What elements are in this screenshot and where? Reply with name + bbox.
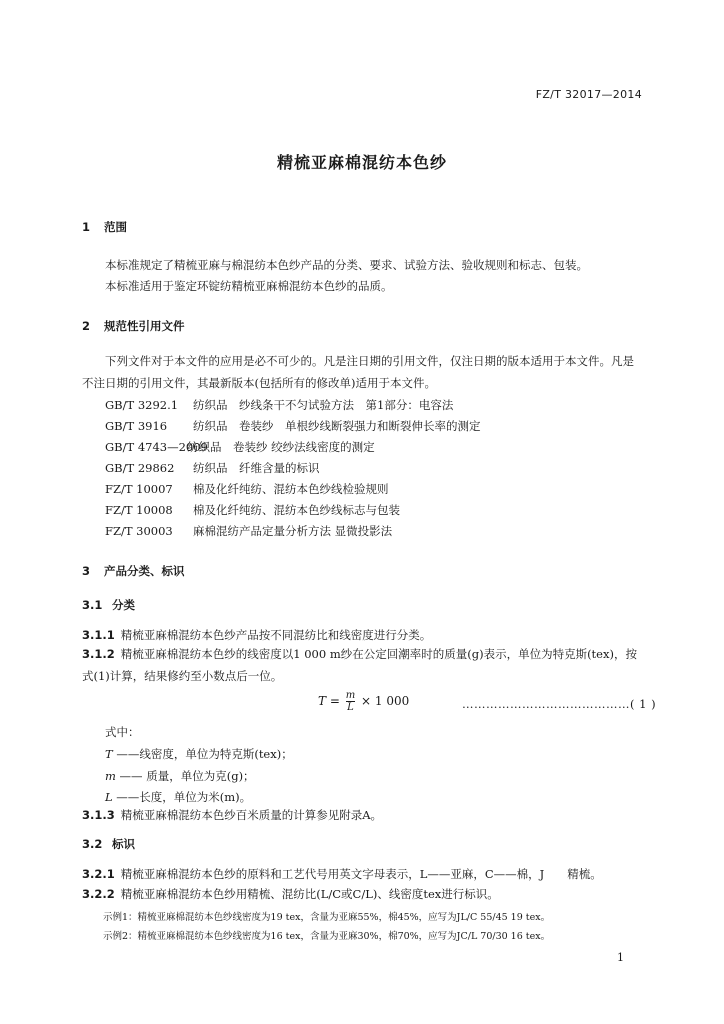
reference-item <box>105 481 389 497</box>
reference-code: FZ/T 10007 <box>105 482 173 496</box>
clause-text: 精梳亚麻棉混纺本色纱百米质量的计算参见附录A。 <box>120 808 383 822</box>
reference-title: 纺织品 卷装纱 绞纱法线密度的测定 <box>187 440 375 454</box>
clause-3-1-3 <box>82 807 382 823</box>
page-number: 1 <box>617 951 624 964</box>
clause-number: 3.2.1 <box>82 867 115 881</box>
clause-number: 3.1.3 <box>82 808 115 822</box>
page-title: 精梳亚麻棉混纺本色纱 <box>276 153 447 172</box>
formula-fraction: $\frac{m}{L}$ <box>345 690 356 713</box>
reference-title: 纺织品 纱线条干不匀试验方法 第1部分：电容法 <box>193 398 454 412</box>
linear-density-formula: T = $\frac{m}{L}$ × 1 000 <box>318 690 410 713</box>
clause-3-2-2 <box>82 886 499 902</box>
example-2: 示例2：精梳亚麻棉混纺本色纱线密度为16 tex，含量为亚麻30%，棉70%，应写为JC/L 70/30 16 tex。 <box>103 931 551 942</box>
subsection-heading-classes <box>82 597 135 613</box>
document-number: FZ/T 32017—2014 <box>535 88 642 101</box>
reference-code: GB/T 3292.1 <box>105 398 179 412</box>
references-intro: 下列文件对于本文件的应用是必不可少的。凡是注日期的引用文件，仅注日期的版本适用于本文件。凡是不注日期的引用文件，其最新版本(包括所有的修改单)适用于本文件。 <box>82 354 634 390</box>
reference-item <box>105 460 320 476</box>
clause-number: 3.1.2 <box>82 647 115 661</box>
reference-item <box>105 418 481 434</box>
clause-3-1-2 <box>82 643 642 687</box>
clause-text: 精梳亚麻棉混纺本色纱产品按不同混纺比和线密度进行分类。 <box>120 628 432 642</box>
clause-number: 3.2.2 <box>82 887 115 901</box>
reference-item <box>105 439 375 455</box>
section-title: 产品分类、标识 <box>104 564 185 578</box>
reference-title: 棉及化纤纯纺、混纺本色纱线检验规则 <box>193 482 389 496</box>
reference-title: 纺织品 纤维含量的标识 <box>193 461 320 475</box>
subsection-title: 分类 <box>112 598 135 612</box>
subsection-heading-marking <box>82 836 135 852</box>
reference-code: FZ/T 10008 <box>105 503 173 517</box>
clause-text: 精梳亚麻棉混纺本色纱的线密度以1 000 m纱在公定回潮率时的质量(g)表示，单位为特克斯(tex)，按式(1)计算，结果修约至小数点后一位。 <box>82 647 637 683</box>
reference-item <box>105 523 392 539</box>
where-label: 式中： <box>105 725 140 739</box>
subsection-number: 3.1 <box>82 598 103 612</box>
scope-paragraph: 本标准规定了精梳亚麻与棉混纺本色纱产品的分类、要求、试验方法、验收规则和标志、包装。 <box>105 258 588 272</box>
clause-3-2-1 <box>82 866 602 882</box>
reference-code: FZ/T 30003 <box>105 524 173 538</box>
clause-text: 精梳亚麻棉混纺本色纱的原料和工艺代号用英文字母表示，L——亚麻，C——棉，J 精梳。 <box>120 867 602 881</box>
section-title: 范围 <box>104 220 127 234</box>
clause-text: 精梳亚麻棉混纺本色纱用精梳、混纺比(L/C或C/L)、线密度tex进行标识。 <box>120 887 499 901</box>
example-1: 示例1：精梳亚麻棉混纺本色纱线密度为19 tex，含量为亚麻55%，棉45%，应写为JL/C 55/45 19 tex。 <box>103 912 551 923</box>
reference-item <box>105 502 400 518</box>
section-heading-scope <box>82 219 127 235</box>
clause-number: 3.1.1 <box>82 628 115 642</box>
subsection-title: 标识 <box>112 837 135 851</box>
reference-code: GB/T 29862 <box>105 461 175 475</box>
section-number: 2 <box>82 319 91 333</box>
reference-item <box>105 397 453 413</box>
equation-number: ……………………………………( 1 ) <box>462 697 657 711</box>
variable-definition: L ——长度，单位为米(m)。 <box>105 790 252 804</box>
reference-title: 麻棉混纺产品定量分析方法 显微投影法 <box>193 524 393 538</box>
reference-title: 棉及化纤纯纺、混纺本色纱线标志与包装 <box>193 503 400 517</box>
reference-title: 纺织品 卷装纱 单根纱线断裂强力和断裂伸长率的测定 <box>193 419 481 433</box>
subsection-number: 3.2 <box>82 837 103 851</box>
clause-3-1-1 <box>82 627 431 643</box>
section-title: 规范性引用文件 <box>104 319 185 333</box>
section-number: 1 <box>82 220 91 234</box>
section-heading-normative-references <box>82 318 185 334</box>
variable-definition: T ——线密度，单位为特克斯(tex)； <box>105 747 293 761</box>
section-number: 3 <box>82 564 91 578</box>
section-heading-classification <box>82 563 185 579</box>
reference-code: GB/T 3916 <box>105 419 168 433</box>
reference-code: GB/T 4743—2009 <box>105 440 208 454</box>
scope-paragraph: 本标准适用于鉴定环锭纺精梳亚麻棉混纺本色纱的品质。 <box>105 279 393 293</box>
variable-definition: m —— 质量，单位为克(g)； <box>105 769 255 783</box>
